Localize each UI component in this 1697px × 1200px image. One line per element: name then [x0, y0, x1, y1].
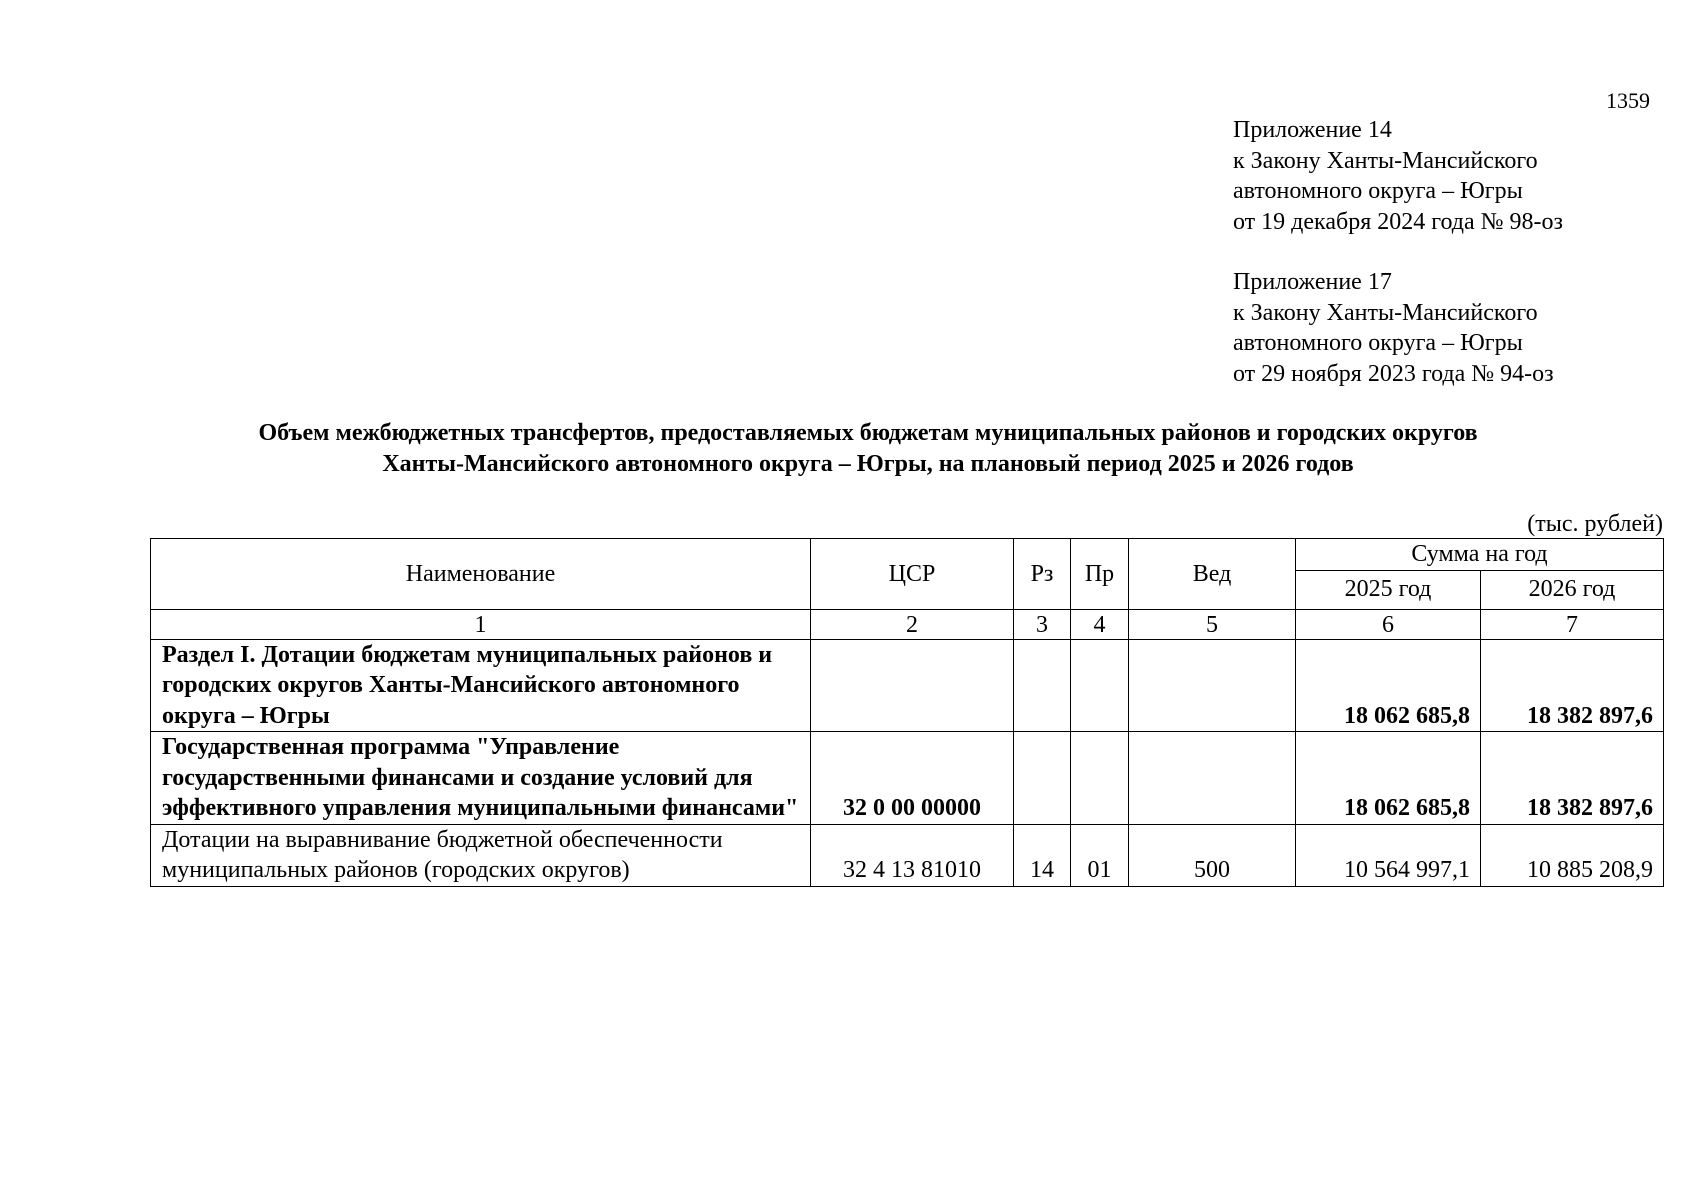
appendix-14-reference: [1233, 115, 1663, 237]
column-number: 1: [151, 609, 811, 639]
column-number: 5: [1129, 609, 1296, 639]
header-name: Наименование: [151, 539, 811, 610]
table-row: [151, 732, 1664, 825]
appendix-line: Приложение 14: [1233, 117, 1392, 143]
appendix-line: к Закону Ханты-Мансийского: [1233, 299, 1538, 326]
appendix-line: от 29 ноября 2023 года № 94-оз: [1233, 360, 1554, 387]
row-pr: [1071, 732, 1129, 825]
row-amount-2025: 10 564 997,1: [1296, 824, 1481, 886]
row-name: Раздел I. Дотации бюджетам муниципальных районов и городских округов Ханты-Мансийского автономного округа – Югры: [151, 639, 811, 732]
row-pr: [1071, 639, 1129, 732]
row-csr: 32 4 13 81010: [811, 824, 1014, 886]
row-ved: 500: [1129, 824, 1296, 886]
units-label: (тыс. рублей): [1527, 511, 1663, 537]
appendix-line: к Закону Ханты-Мансийского: [1233, 147, 1538, 174]
header-year-2025: 2025 год: [1296, 570, 1481, 609]
column-numbers-row: [151, 609, 1664, 639]
appendix-line: от 19 декабря 2024 года № 98-оз: [1233, 208, 1564, 235]
header-sum-group: Сумма на год: [1296, 539, 1664, 571]
table-row: [151, 639, 1664, 732]
appendix-line: автономного округа – Югры: [1233, 178, 1523, 204]
transfers-table: [150, 538, 1664, 887]
row-name: Дотации на выравнивание бюджетной обеспеченности муниципальных районов (городских округов): [151, 824, 811, 886]
document-title: [150, 418, 1586, 480]
row-csr: 32 0 00 00000: [811, 732, 1014, 825]
row-amount-2026: 10 885 208,9: [1481, 824, 1664, 886]
column-number: 4: [1071, 609, 1129, 639]
document-title-line-2: Ханты-Мансийского автономного округа – Югры, на плановый период 2025 и 2026 годов: [382, 451, 1354, 477]
row-ved: [1129, 732, 1296, 825]
row-ved: [1129, 639, 1296, 732]
row-amount-2026: 18 382 897,6: [1481, 639, 1664, 732]
column-number: 6: [1296, 609, 1481, 639]
row-csr: [811, 639, 1014, 732]
row-amount-2026: 18 382 897,6: [1481, 732, 1664, 825]
header-rz: Рз: [1014, 539, 1071, 610]
row-amount-2025: 18 062 685,8: [1296, 732, 1481, 825]
appendix-line: автономного округа – Югры: [1233, 330, 1523, 356]
column-number: 3: [1014, 609, 1071, 639]
appendix-line: Приложение 17: [1233, 269, 1392, 295]
header-year-2026: 2026 год: [1481, 570, 1664, 609]
header-pr: Пр: [1071, 539, 1129, 610]
row-pr: 01: [1071, 824, 1129, 886]
table-row: [151, 824, 1664, 886]
column-number: 7: [1481, 609, 1664, 639]
page-number: 1359: [1606, 88, 1650, 113]
row-rz: [1014, 732, 1071, 825]
row-rz: 14: [1014, 824, 1071, 886]
row-name: Государственная программа "Управление государственными финансами и создание условий для эффективного управления муниципальными финансами": [151, 732, 811, 825]
document-title-line-1: Объем межбюджетных трансфертов, предоставляемых бюджетам муниципальных районов и городских округов: [258, 420, 1478, 446]
header-ved: Вед: [1129, 539, 1296, 610]
column-number: 2: [811, 609, 1014, 639]
appendix-17-reference: [1233, 267, 1663, 389]
row-rz: [1014, 639, 1071, 732]
row-amount-2025: 18 062 685,8: [1296, 639, 1481, 732]
header-csr: ЦСР: [811, 539, 1014, 610]
